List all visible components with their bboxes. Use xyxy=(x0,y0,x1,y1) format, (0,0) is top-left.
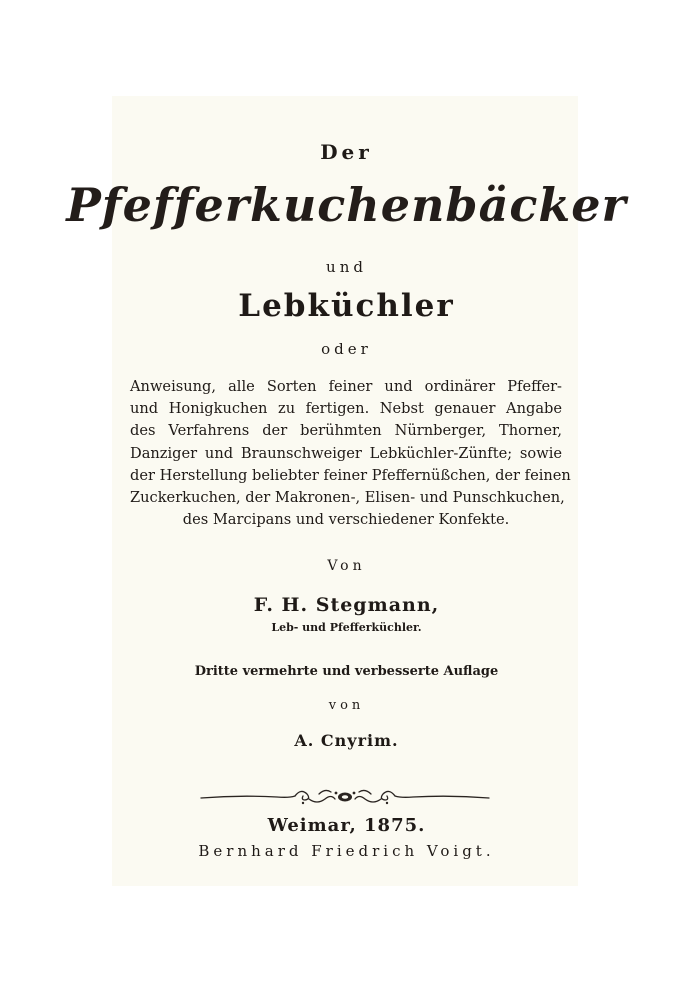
editor-by-label: von xyxy=(328,698,365,713)
description-line: Zuckerkuchen, der Makronen-, Elisen- und Punschkuchen, xyxy=(130,489,565,507)
title-conjunction: und xyxy=(326,258,367,276)
edition-statement: Dritte vermehrte und verbesserte Auflage xyxy=(194,664,499,679)
author-profession: Leb- und Pfefferküchler. xyxy=(271,621,422,634)
author-name: F. H. Stegmann, xyxy=(253,594,440,616)
title-article: Der xyxy=(320,140,373,164)
description-line: des Marcipans und verschiedener Konfekte. xyxy=(182,511,510,529)
ornamental-rule-icon xyxy=(199,784,491,810)
subtitle-description xyxy=(130,376,571,531)
description-line: des Verfahrens der berühmten Nürnberger, Thorner, xyxy=(130,422,562,440)
second-title: Lebküchler xyxy=(238,288,455,324)
publisher-name: Bernhard Friedrich Voigt. xyxy=(198,842,495,860)
by-label: Von xyxy=(327,558,366,574)
editor-name: A. Cnyrim. xyxy=(294,731,399,750)
description-line: der Herstellung beliebter feiner Pfeffernüßchen, der feinen xyxy=(130,466,571,484)
description-line: und Honigkuchen zu fertigen. Nebst genauer Angabe xyxy=(130,400,562,418)
main-title: Pfefferkuchenbäcker xyxy=(66,178,627,232)
imprint-place-year: Weimar, 1875. xyxy=(267,815,426,836)
description-line: Anweisung, alle Sorten feiner und ordinärer Pfeffer- xyxy=(130,378,562,395)
alternative-title-word: oder xyxy=(321,340,372,358)
description-line: Danziger und Braunschweiger Lebküchler-Zünfte; sowie xyxy=(130,444,562,462)
